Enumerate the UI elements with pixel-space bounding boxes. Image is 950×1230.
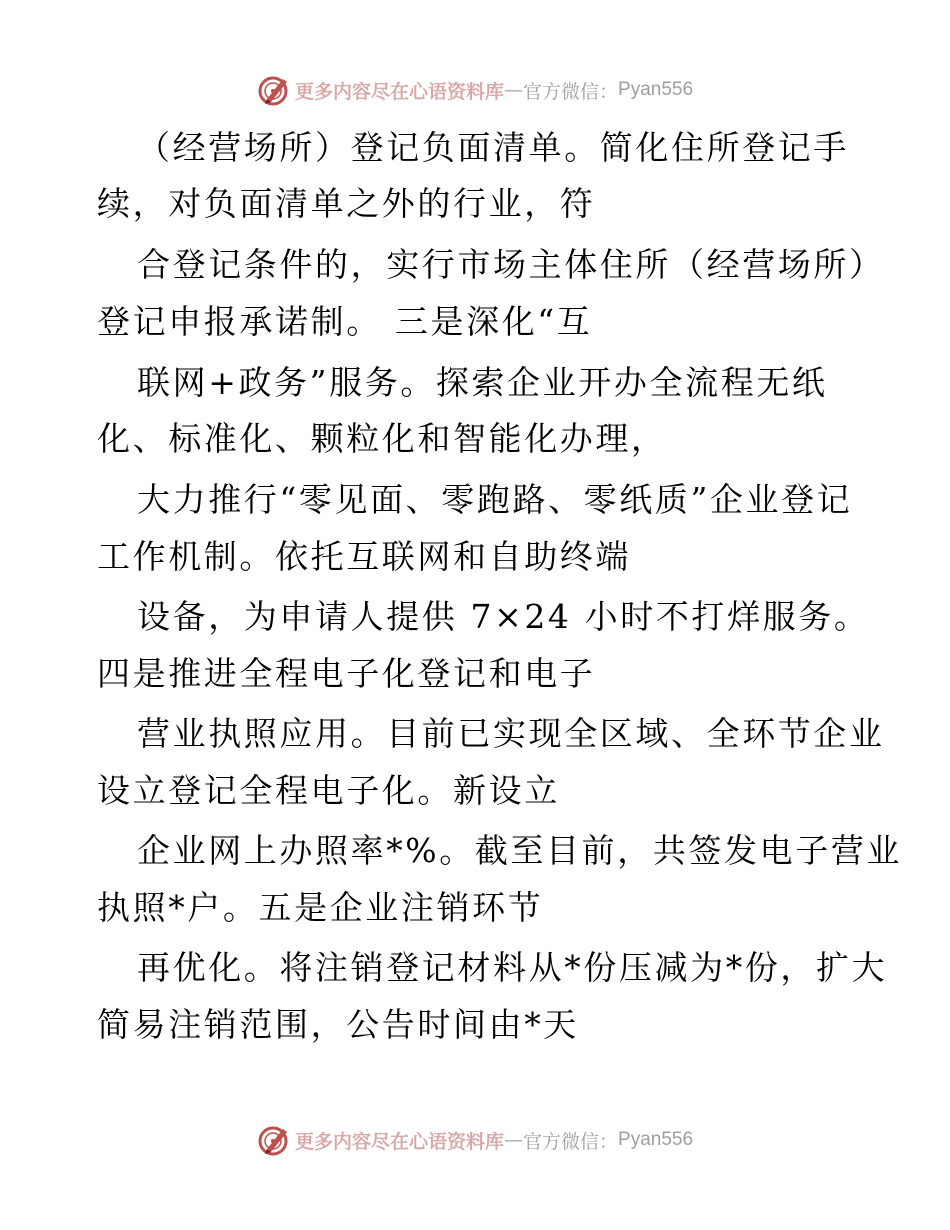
- footer-contact-colon: ：: [599, 1130, 619, 1153]
- body-line-10: 四是推进全程电子化登记和电子: [97, 654, 596, 693]
- body-line-7: 大力推行“零见面、零跑路、零纸质”企业登记: [137, 480, 853, 519]
- header-separator: —: [503, 79, 523, 101]
- body-line-3: 合登记条件的，实行市场主体住所（经营场所）: [137, 245, 885, 284]
- body-line-12: 设立登记全程电子化。新设立: [97, 771, 560, 810]
- header-contact-label: 官方微信: [522, 80, 599, 103]
- body-line-16: 简易注销范围，公告时间由*天: [97, 1005, 579, 1044]
- footer-banner: [0, 1120, 950, 1160]
- body-line-11: 营业执照应用。目前已实现全区域、全环节企业: [137, 714, 885, 753]
- body-line-5: 联网+政务”服务。探索企业开办全流程无纸: [137, 363, 828, 402]
- body-line-14: 执照*户。五是企业注销环节: [97, 888, 544, 927]
- header-contact-id: Pyan556: [618, 79, 694, 100]
- body-line-15: 再优化。将注销登记材料从*份压减为*份，扩大: [137, 948, 888, 987]
- body-line-6: 化、标准化、颗粒化和智能化办理，: [97, 419, 667, 458]
- footer-contact-id: Pyan556: [618, 1129, 694, 1150]
- footer-separator: —: [503, 1129, 523, 1151]
- footer-brand-text: 更多内容尽在心语资料库: [294, 1130, 504, 1153]
- pen-logo-icon: [257, 73, 291, 107]
- body-line-2: 续，对负面清单之外的行业，符: [97, 184, 596, 223]
- pen-logo-icon: [257, 1123, 291, 1157]
- body-line-8: 工作机制。依托互联网和自助终端: [97, 537, 631, 576]
- body-line-4: 登记申报承诺制。 三是深化“互: [97, 302, 593, 341]
- header-brand-text: 更多内容尽在心语资料库: [294, 80, 504, 103]
- footer-contact-label: 官方微信: [522, 1130, 599, 1153]
- body-line-1: （经营场所）登记负面清单。简化住所登记手: [137, 128, 849, 167]
- header-contact-colon: ：: [599, 80, 619, 103]
- body-line-13: 企业网上办照率*%。截至目前，共签发电子营业: [137, 831, 903, 870]
- body-line-9: 设备，为申请人提供 7×24 小时不打烊服务。: [137, 597, 870, 636]
- header-banner: [0, 70, 950, 110]
